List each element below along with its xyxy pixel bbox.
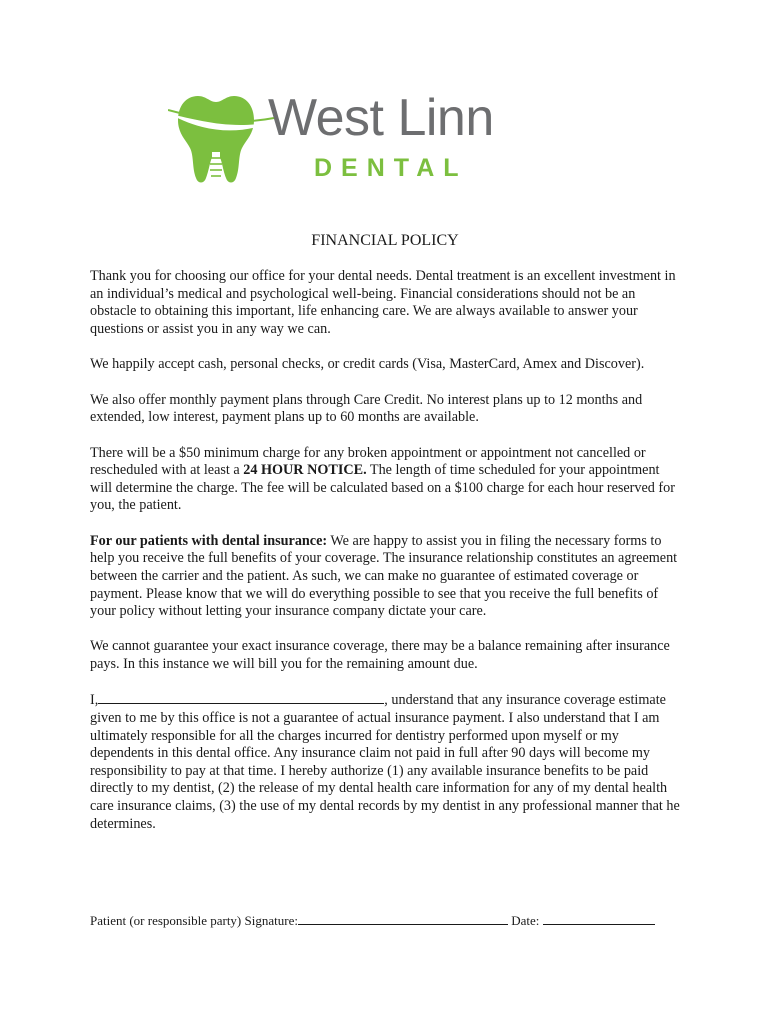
date-field[interactable] [543, 912, 655, 925]
paragraph-balance: We cannot guarantee your exact insurance coverage, there may be a balance remaining after insurance pays. In this instance we will bill you for the remaining amount due. [90, 638, 670, 673]
signature-line [90, 912, 690, 930]
practice-logo [168, 90, 548, 200]
paragraph-welcome: Thank you for choosing our office for your dental needs. Dental treatment is an excellent investment in an individual’s medical and psychological well-being. Financial considerations should not be an obstacle to obtaining this important, life enhancing care. We are always available to answer your questions or assist you in any way we can. [90, 268, 676, 337]
date-label: Date: [511, 913, 543, 928]
brand-name: West Linn [268, 89, 494, 147]
authorization-prefix: I, [90, 692, 99, 709]
patient-name-field[interactable] [98, 691, 384, 704]
paragraph-authorization [90, 691, 682, 833]
brand-subtitle: DENTAL [314, 154, 468, 182]
insurance-text: We are happy to assist you in filing the necessary forms to help you receive the full benefits of your coverage. The insurance relationship constitutes an agreement between the carrier and the patient. As such, we can make no guarantee of estimated coverage or payment. Please know that we will do everything possible to see that you receive the full benefits of your policy without letting your insurance company dictate your care. [90, 532, 678, 620]
insurance-heading: For our patients with dental insurance: [90, 532, 328, 549]
broken-appointment-text-cont: The length of time scheduled for your appointment will determine the charge. The fee will be calculated based on a $100 charge for each hour reserved for you, the patient. [90, 462, 675, 514]
broken-appointment-text: There will be a $50 minimum charge for any broken appointment or appointment not cancelled or rescheduled with at least a [90, 444, 646, 479]
signature-field[interactable] [298, 912, 508, 925]
paragraph-broken-appointment [90, 445, 682, 515]
notice-emphasis: 24 HOUR NOTICE. [243, 462, 367, 479]
document-title: FINANCIAL POLICY [311, 232, 459, 249]
signature-label: Patient (or responsible party) Signature: [90, 913, 298, 928]
paragraph-payment-plans: We also offer monthly payment plans through Care Credit. No interest plans up to 12 months and extended, low interest, payment plans up to 60 months are available. [90, 391, 643, 426]
paragraph-payment-methods: We happily accept cash, personal checks, or credit cards (Visa, MasterCard, Amex and Discover). [90, 356, 645, 373]
document-body [90, 268, 682, 833]
tooth-implant-icon [168, 90, 278, 190]
authorization-text: , understand that any insurance coverage estimate given to me by this office is not a guarantee of actual insurance payment. I also understand that I am ultimately responsible for all the charges incurred for dentistry performed upon myself or my dependents in this dental office. Any insurance claim not paid in full after 90 days will become my responsibility to pay at that time. I hereby authorize (1) any available insurance benefits to be paid directly to my dentist, (2) the release of my dental health care information for any of my dental health care insurance claims, (3) the use of my dental records by my dentist in any professional manner that he determines. [90, 692, 680, 832]
paragraph-insurance [90, 533, 682, 621]
